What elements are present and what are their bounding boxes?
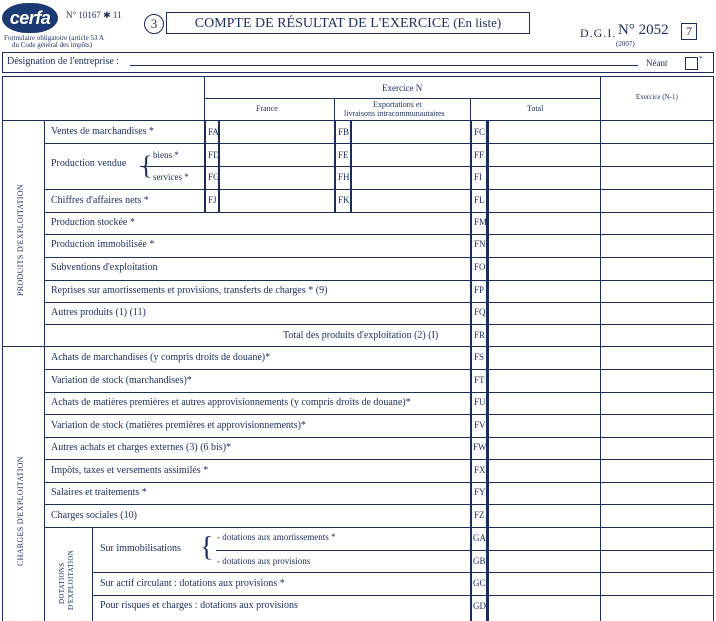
code-fz: FZ: [474, 510, 485, 520]
page-title: COMPTE DE RÉSULTAT DE L'EXERCICE (En liste): [166, 12, 530, 34]
produits-section-label: PRODUITS D'EXPLOITATION: [16, 184, 25, 296]
code-fr: FR: [474, 330, 486, 340]
code-fp: FP: [474, 285, 485, 295]
row-charges-soc-label: Charges sociales (10): [51, 510, 137, 521]
row-risques-label: Pour risques et charges : dotations aux provisions: [100, 600, 298, 611]
dgi-number: N° 2052: [618, 22, 669, 38]
dotations-label-1: DOTATIONS: [58, 562, 66, 604]
code-fj: FJ: [208, 195, 217, 205]
row-production-vendue-label: Production vendue: [51, 158, 127, 169]
row-var-stock-march-label: Variation de stock (marchandises)*: [51, 375, 192, 386]
neant-checkbox[interactable]: [685, 57, 698, 70]
export-header-2: livraisons intracommunautaires: [344, 109, 445, 118]
code-fa: FA: [208, 127, 219, 137]
code-fq: FQ: [474, 307, 486, 317]
code-ff: FF: [474, 150, 485, 160]
france-header: France: [256, 104, 278, 113]
charges-section-label: CHARGES D'EXPLOITATION: [16, 456, 25, 566]
row-subventions-label: Subventions d'exploitation: [51, 262, 158, 273]
code-fv: FV: [474, 420, 486, 430]
form-year: (2007): [616, 40, 635, 48]
code-fb: FB: [338, 127, 350, 137]
export-header-1: Exportations et: [373, 100, 422, 109]
code-fs: FS: [474, 352, 485, 362]
code-fk: FK: [338, 195, 350, 205]
row-reprises-label: Reprises sur amortissements et provisions, transferts de charges * (9): [51, 285, 328, 296]
code-ft: FT: [474, 375, 485, 385]
code-fi: FI: [474, 172, 483, 182]
dotations-label-2: D'EXPLOITATION: [67, 549, 75, 610]
row-total-produits-label: Total des produits d'exploitation (2) (I): [283, 330, 439, 341]
row-sur-immob-label: Sur immobilisations: [100, 543, 181, 554]
france-amount-cells[interactable]: [222, 121, 332, 212]
row-biens-label: biens *: [153, 150, 179, 160]
brace-icon-2: {: [200, 532, 214, 563]
code-fn: FN: [474, 239, 486, 249]
cerfa-logo: cerfa: [2, 3, 58, 33]
code-gb: GB: [473, 556, 486, 566]
code-fd: FD: [208, 150, 220, 160]
code-fy: FY: [474, 487, 486, 497]
row-services-label: services *: [153, 172, 189, 182]
designation-input[interactable]: [130, 65, 638, 66]
row-achats-mp-label: Achats de matières premières et autres approvisionnements (y compris droits de douane)*: [51, 397, 411, 408]
exercice-n-header: Exercice N: [382, 83, 423, 93]
code-fw: FW: [473, 442, 487, 452]
row-prod-stockee-label: Production stockée *: [51, 217, 135, 228]
row-dot-prov-label: - dotations aux provisions: [217, 556, 311, 566]
row-dot-amort-label: - dotations aux amortissements *: [217, 532, 336, 542]
row-prod-immob-label: Production immobilisée *: [51, 239, 155, 250]
section-number-badge: 3: [144, 14, 164, 34]
exercice-n1-header: Exercice (N-1): [636, 93, 678, 101]
previous-year-amount-cells[interactable]: [602, 121, 712, 619]
code-fc: FC: [474, 127, 486, 137]
row-impots-label: Impôts, taxes et versements assimilés *: [51, 465, 209, 476]
code-fu: FU: [474, 397, 486, 407]
obligatory-note-1: Formulaire obligatoire (article 53 A: [4, 34, 104, 42]
total-header: Total: [527, 104, 544, 113]
neant-star: *: [699, 55, 703, 63]
row-autres-achats-label: Autres achats et charges externes (3) (6 bis)*: [51, 442, 232, 453]
code-gd: GD: [473, 601, 486, 611]
row-ca-nets-label: Chiffres d'affaires nets *: [51, 195, 149, 206]
brace-icon: {: [140, 151, 153, 180]
total-amount-cells[interactable]: [490, 121, 598, 619]
export-amount-cells[interactable]: [354, 121, 468, 212]
row-var-stock-mp-label: Variation de stock (matières premières et approvisionnements)*: [51, 420, 306, 431]
dgi-label: D.G.I.: [580, 26, 617, 40]
code-fx: FX: [474, 465, 486, 475]
obligatory-note-2: du Code général des impôts): [12, 41, 93, 49]
row-autres-produits-label: Autres produits (1) (11): [51, 307, 146, 318]
code-fm: FM: [474, 217, 488, 227]
row-ventes-label: Ventes de marchandises *: [51, 126, 155, 137]
row-salaires-label: Salaires et traitements *: [51, 487, 147, 498]
form-number: N° 10167 ✱ 11: [66, 10, 122, 20]
code-fo: FO: [474, 262, 486, 272]
code-fl: FL: [474, 195, 485, 205]
code-fg: FG: [208, 172, 220, 182]
code-ga: GA: [473, 533, 486, 543]
code-fh: FH: [338, 172, 350, 182]
designation-label: Désignation de l'entreprise :: [7, 56, 120, 67]
row-actif-circ-label: Sur actif circulant : dotations aux provisions *: [100, 578, 285, 589]
code-fe: FE: [338, 150, 349, 160]
row-achats-march-label: Achats de marchandises (y compris droits de douane)*: [51, 352, 271, 363]
code-gc: GC: [473, 578, 486, 588]
dgi-box: 7: [681, 23, 697, 40]
neant-label: Néant: [646, 58, 668, 68]
